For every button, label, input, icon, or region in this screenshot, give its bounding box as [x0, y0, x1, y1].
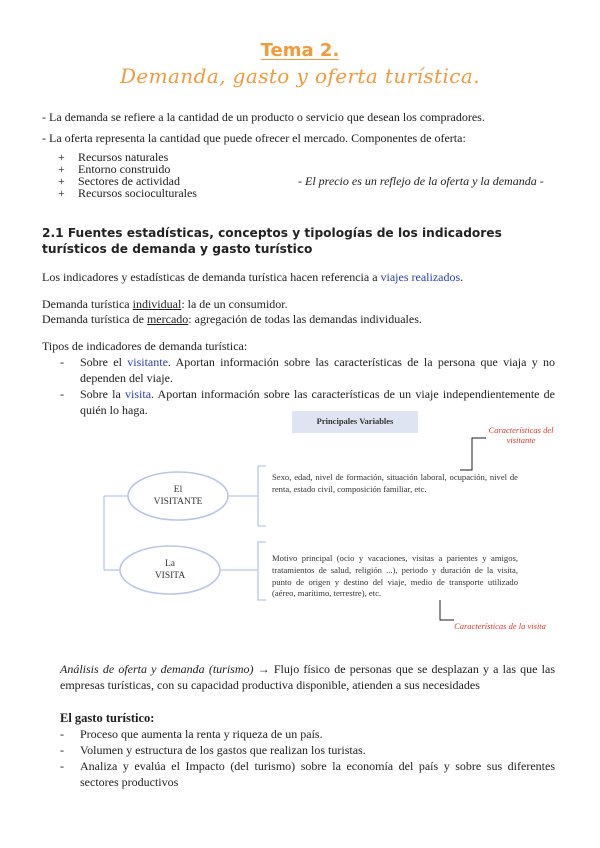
- dash-mark: -: [60, 387, 64, 401]
- list-item-text: Proceso que aumenta la renta y riqueza de un país.: [80, 727, 323, 741]
- analysis-arrow: →: [257, 662, 270, 676]
- visitor-variables: Sexo, edad, nivel de formación, situación laboral, ocupación, nivel de renta, estado civil, composición familiar, etc.: [272, 472, 518, 494]
- visit-note: Características de la visita: [454, 621, 546, 631]
- indicators-text: Los indicadores y estadísticas de demanda turística hacen referencia a: [42, 270, 381, 284]
- expense-title: El gasto turístico:: [60, 711, 155, 725]
- visit-bracket: [258, 542, 266, 600]
- type-text: . Aportan información sobre las características de un viaje independientemente de quién lo haga.: [80, 387, 555, 417]
- section-heading: 2.1 Fuentes estadísticas, conceptos y tipologías de los indicadores turísticos de demanda y gasto turístico: [42, 226, 502, 256]
- list-item-text: Recursos naturales: [78, 150, 169, 164]
- page-subtitle: Demanda, gasto y oferta turística.: [120, 64, 480, 88]
- market-term: mercado: [146, 312, 189, 326]
- indicators-link-text: viajes realizados: [380, 270, 461, 284]
- individual-suffix: : la de un consumidor.: [181, 297, 288, 311]
- types-title: Tipos de indicadores de demanda turística:: [42, 339, 248, 353]
- type-term: visita: [125, 387, 152, 401]
- demand-definition: - La demanda se refiere a la cantidad de un producto o servicio que desean los compradores.: [42, 110, 485, 124]
- analysis-paragraph: [60, 661, 555, 693]
- bullet-mark: +: [58, 150, 65, 164]
- list-item-text: Volumen y estructura de los gastos que realizan los turistas.: [80, 743, 366, 757]
- list-item: [60, 743, 555, 759]
- price-note: - El precio es un reflejo de la oferta y la demanda -: [298, 174, 544, 188]
- bullet-mark: +: [58, 174, 65, 188]
- type-prefix: Sobre la: [80, 387, 126, 401]
- dash-mark: -: [60, 759, 64, 773]
- dash-mark: -: [60, 743, 64, 757]
- visitor-bracket: [258, 466, 266, 526]
- list-item-text: Analiza y evalúa el Impacto (del turismo) sobre la economía del país y sobre sus diferentes sectores productivos: [80, 759, 555, 789]
- dash-mark: -: [60, 727, 64, 741]
- individual-prefix: Demanda turística: [42, 297, 133, 311]
- analysis-term: Análisis de oferta y demanda (turismo): [60, 662, 254, 676]
- visitor-label-article: El: [173, 485, 183, 495]
- visit-variables: Motivo principal (ocio y vacaciones, visitas a parientes y amigos, tratamientos de salud, religión ...), periodo y duración de la visita, punto de origen y destino del viaje, medio de transporte utilizado (aéreo, marítimo, terrestre), etc.: [272, 553, 518, 599]
- type-text: . Aportan información sobre las características de la persona que viaja y no dependen del viaje.: [80, 355, 556, 385]
- list-item-text: Recursos socioculturales: [78, 186, 197, 200]
- bullet-mark: +: [58, 186, 65, 200]
- visitor-note-pointer: [460, 438, 486, 470]
- diagram-header: Principales Variables: [316, 416, 394, 426]
- visitor-label: [128, 484, 228, 508]
- list-item: [60, 727, 555, 743]
- list-item-text: Entorno construido: [78, 162, 171, 176]
- list-item: [60, 759, 555, 790]
- visit-label-word: VISITA: [154, 571, 186, 581]
- type-term: visitante: [127, 355, 168, 369]
- analysis-text: Flujo físico de personas que se desplazan y a las que las empresas turísticas, con su capacidad productiva disponible, atienden a sus necesidades: [60, 662, 555, 692]
- market-suffix: : agregación de todas las demandas individuales.: [188, 312, 422, 326]
- offer-definition: - La oferta representa la cantidad que puede ofrecer el mercado. Componentes de oferta:: [42, 131, 466, 145]
- visitor-note: Características del visitante: [488, 425, 554, 445]
- visitor-label-word: VISITANTE: [153, 497, 203, 507]
- dash-mark: -: [60, 355, 64, 369]
- visit-label-article: La: [164, 559, 176, 569]
- bullet-mark: +: [58, 162, 65, 176]
- indicators-suffix: .: [460, 270, 464, 284]
- visit-note-pointer: [440, 600, 454, 620]
- market-prefix: Demanda turística de: [42, 312, 147, 326]
- individual-term: individual: [132, 297, 182, 311]
- list-item-text: Sectores de actividad: [78, 174, 180, 188]
- visit-label: [120, 558, 220, 582]
- type-prefix: Sobre el: [80, 355, 128, 369]
- page-title: Tema 2.: [260, 40, 340, 61]
